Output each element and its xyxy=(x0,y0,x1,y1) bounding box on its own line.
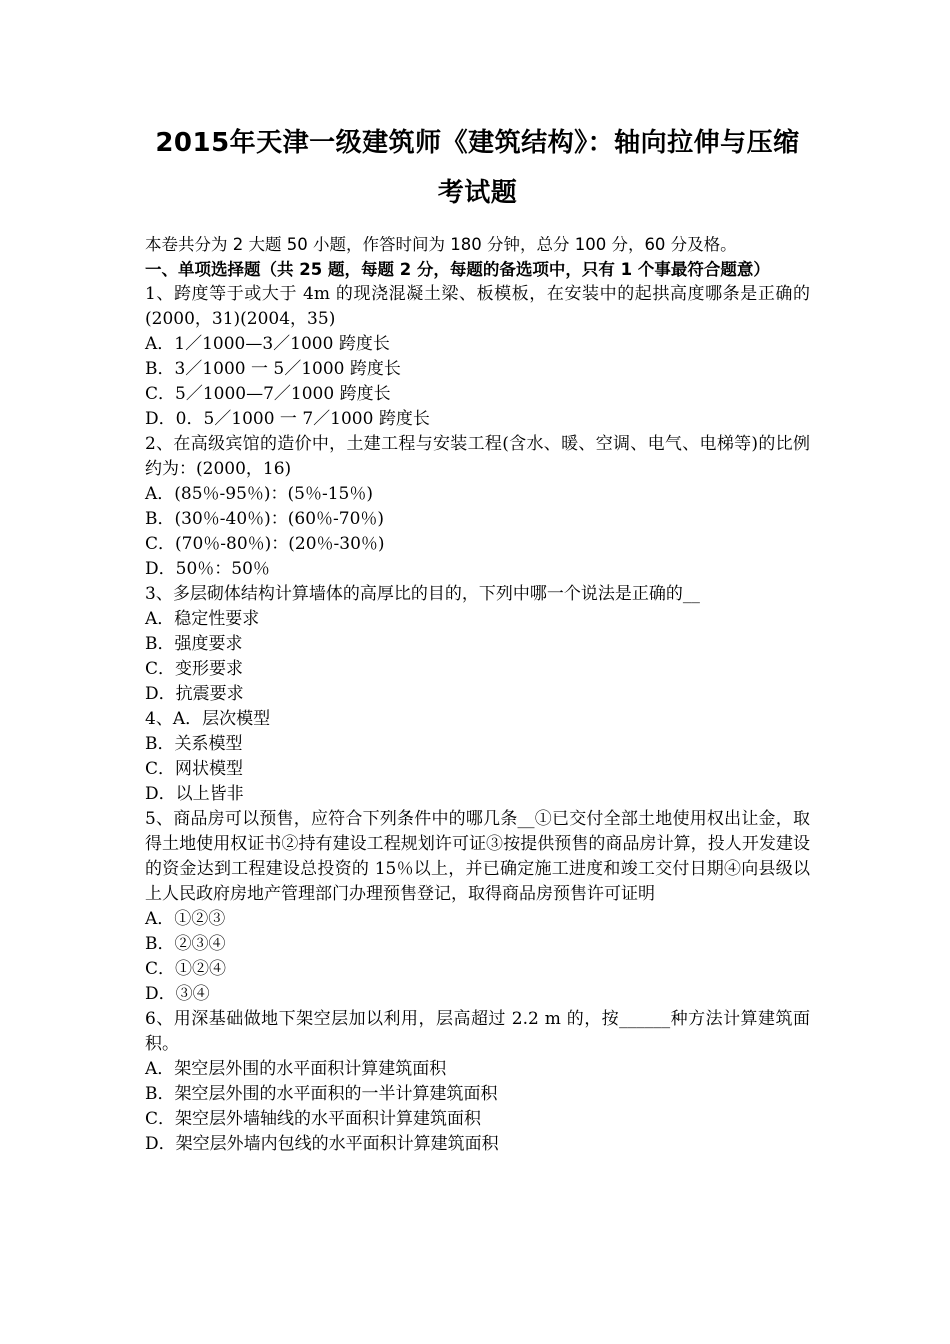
question-6 xyxy=(145,1007,810,1157)
question-2 xyxy=(145,432,810,582)
question-text: 4、A．层次模型 xyxy=(145,709,271,729)
option-d: D．③④ xyxy=(145,984,210,1004)
option-c: C．架空层外墙轴线的水平面积计算建筑面积 xyxy=(145,1109,482,1129)
option-a: A．稳定性要求 xyxy=(145,609,260,629)
question-1 xyxy=(145,282,810,432)
option-b: B．关系模型 xyxy=(145,734,243,754)
option-a: A．(85％-95％)：(5％-15％) xyxy=(145,484,374,504)
question-text: 6、用深基础做地下架空层加以利用，层高超过 2.2 m 的，按______种方法计算建筑面积。 xyxy=(145,1009,810,1054)
option-d: D．50％：50％ xyxy=(145,559,270,579)
option-d: D．0．5／1000 一 7／1000 跨度长 xyxy=(145,409,430,429)
option-b: B．(30％-40％)：(60％-70％) xyxy=(145,509,385,529)
option-b: B．架空层外围的水平面积的一半计算建筑面积 xyxy=(145,1084,498,1104)
document-title: 2015年天津一级建筑师《建筑结构》：轴向拉伸与压缩考试题 xyxy=(155,128,800,208)
option-a: A．架空层外围的水平面积计算建筑面积 xyxy=(145,1059,447,1079)
question-5 xyxy=(145,807,810,1007)
option-a: A．①②③ xyxy=(145,909,226,929)
section-heading: 一、单项选择题（共 25 题，每题 2 分，每题的备选项中，只有 1 个事最符合题意） xyxy=(145,260,770,279)
question-text: 3、多层砌体结构计算墙体的高厚比的目的，下列中哪一个说法是正确的__ xyxy=(145,584,700,604)
option-b: B．强度要求 xyxy=(145,634,243,654)
exam-instructions: 本卷共分为 2 大题 50 小题，作答时间为 180 分钟，总分 100 分，60 分及格。 xyxy=(145,235,737,254)
option-b: B．3／1000 一 5／1000 跨度长 xyxy=(145,359,401,379)
document-page xyxy=(145,0,810,1157)
question-text: 2、在高级宾馆的造价中，土建工程与安装工程(含水、暖、空调、电气、电梯等)的比例约为：(2000，16) xyxy=(145,434,810,479)
question-text: 5、商品房可以预售，应符合下列条件中的哪几条__①已交付全部土地使用权出让金，取得土地使用权证书②持有建设工程规划许可证③按提供预售的商品房计算，投人开发建设的资金达到工程建设总投资的 15％以上，并已确定施工进度和竣工交付日期④向县级以上人民政府房地产管理部门办理预售登记，取得商品房预售许可证明 xyxy=(145,809,810,904)
option-c: C．变形要求 xyxy=(145,659,244,679)
question-4 xyxy=(145,707,810,807)
option-c: C．5／1000—7／1000 跨度长 xyxy=(145,384,391,404)
question-3 xyxy=(145,582,810,707)
option-d: D．架空层外墙内包线的水平面积计算建筑面积 xyxy=(145,1134,499,1154)
option-d: D．以上皆非 xyxy=(145,784,244,804)
option-a: A．1／1000—3／1000 跨度长 xyxy=(145,334,390,354)
question-text: 1、跨度等于或大于 4m 的现浇混凝土梁、板模板，在安装中的起拱高度哪条是正确的(2000，31)(2004，35) xyxy=(145,284,810,329)
option-c: C．(70％-80％)：(20％-30％) xyxy=(145,534,385,554)
option-b: B．②③④ xyxy=(145,934,226,954)
option-c: C．①②④ xyxy=(145,959,227,979)
option-c: C．网状模型 xyxy=(145,759,244,779)
option-d: D．抗震要求 xyxy=(145,684,244,704)
